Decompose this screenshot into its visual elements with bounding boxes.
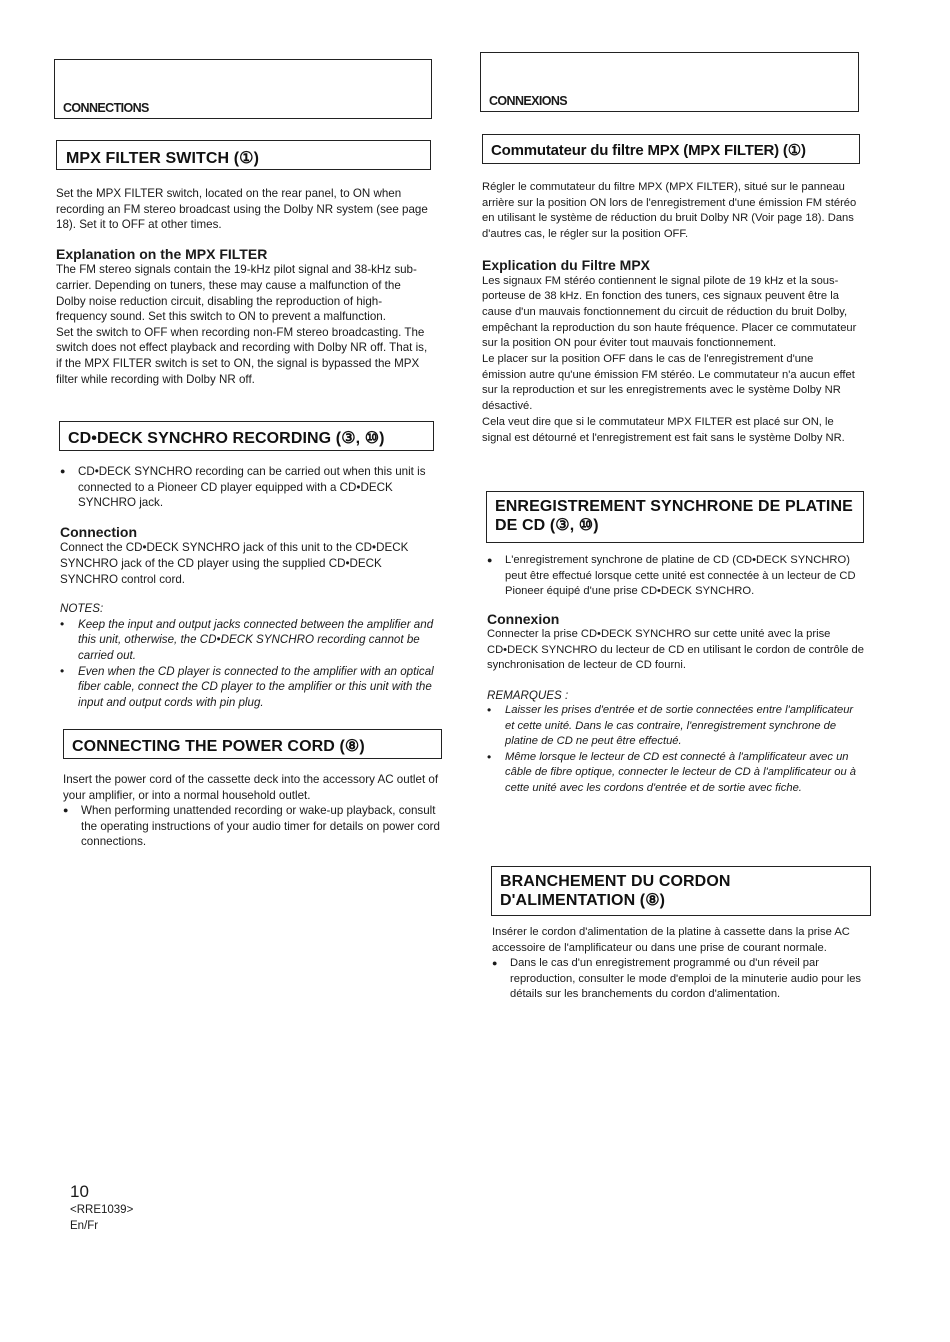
right-connection-subhead: Connexion [487, 610, 560, 627]
left-mpx-subhead: Explanation on the MPX FILTER [56, 245, 268, 262]
right-synchro-title: ENREGISTREMENT SYNCHRONE DE PLATINE DE CD (③, ⑩) [495, 498, 853, 534]
right-power-title: BRANCHEMENT DU CORDON D'ALIMENTATION (⑧) [500, 873, 731, 909]
left-mpx-p2: Set the switch to OFF when recording non-FM stereo broadcasting. The switch does not effect playback and recording with Dolby NR off. That is, if the MPX FILTER switch is set to ON, the signal is bypassed the MPX filter while recording with Dolby NR off. [56, 325, 428, 386]
right-mpx-p2: Le placer sur la position OFF dans le cas de l'enregistrement d'une émission autre qu'une émission FM stéréo. Le commutateur n'a aucun effet sur la reproduction et sur les enregistrements avec le système Dolby NR désactivé. [482, 353, 855, 413]
left-notes-label: NOTES: [60, 602, 104, 616]
left-power-title-box [63, 729, 442, 759]
left-mpx-body [56, 186, 432, 387]
right-mpx-p3: Cela veut dire que si le commutateur MPX FILTER est placé sur ON, le signal est détourné et l'enregistrement est fait sans le système Dolby NR. [482, 415, 845, 444]
left-note-item: • Keep the input and output jacks connected between the amplifier and this unit, otherwise, the CD•DECK SYNCHRO recording cannot be carried out. [60, 617, 436, 664]
left-mpx-intro: Set the MPX FILTER switch, located on the rear panel, to ON when recording an FM stereo broadcast using the Dolby NR system (see page 18). Set it to OFF at other times. [56, 187, 428, 232]
left-mpx-p1: The FM stereo signals contain the 19-kHz pilot signal and 38-kHz sub-carrier. Depending on tuners, these may cause a malfunction of the Dolby noise reduction circuit, disabling the reproduction of high-frequency sound. Set this switch to ON to prevent a malfunction. [56, 263, 417, 324]
page-footer [70, 1182, 133, 1234]
left-synchro-title: CD•DECK SYNCHRO RECORDING (③, ⑩) [68, 430, 385, 447]
left-power-body [63, 772, 441, 850]
left-synchro-body [60, 464, 436, 710]
right-note-item: • Même lorsque le lecteur de CD est connecté à l'amplificateur avec un câble de fibre optique, connecter le lecteur de CD à l'amplificateur ou à cette unité avec les cordons d'entrée et de sortie avec fiche. [487, 750, 864, 797]
left-synchro-title-box [59, 421, 434, 451]
right-mpx-subhead: Explication du Filtre MPX [482, 256, 651, 273]
right-power-body [492, 925, 870, 1003]
right-header-box [480, 52, 859, 112]
left-synchro-bullet: ● CD•DECK SYNCHRO recording can be carried out when this unit is connected to a Pioneer CD player equipped with a CD•DECK SYNCHRO jack. [60, 464, 436, 511]
right-connection-text: Connecter la prise CD•DECK SYNCHRO sur cette unité avec la prise CD•DECK SYNCHRO du lecteur de CD en utilisant le cordon de contrôle de synchronisation de lecteur de CD fourni. [487, 628, 865, 671]
right-mpx-body [482, 180, 860, 446]
right-note-item: • Laisser les prises d'entrée et de sortie connectées entre l'amplificateur et cette unité. Dans le cas contraire, l'enregistrement synchrone de platine de CD ne peut être effectué. [487, 703, 864, 750]
left-header-label: CONNECTIONS [63, 101, 149, 115]
page-number: 10 [70, 1182, 89, 1201]
right-power-title-box [491, 866, 871, 916]
right-power-intro: Insérer le cordon d'alimentation de la platine à cassette dans la prise AC accessoire de l'amplificateur ou dans une prise de courant normale. [492, 926, 850, 954]
left-mpx-title: MPX FILTER SWITCH (①) [66, 150, 260, 167]
left-header-box [54, 59, 432, 119]
right-header-label: CONNEXIONS [489, 94, 568, 108]
right-mpx-intro: Régler le commutateur du filtre MPX (MPX FILTER), situé sur le panneau arrière sur la position ON lors de l'enregistrement d'une émission FM stéréo en utilisant le système de réduction du bruit Dolby NR (Voir page 18). Dans d'autres cas, le régler sur la position OFF. [482, 181, 857, 241]
right-mpx-title-box [482, 134, 860, 164]
right-synchro-title-box [486, 491, 864, 543]
left-power-intro: Insert the power cord of the cassette deck into the accessory AC outlet of your amplifier, or into a normal household outlet. [63, 773, 439, 802]
right-power-bullet: ● Dans le cas d'un enregistrement programmé ou d'un réveil par reproduction, consulter le mode d'emploi de la minuterie audio pour les détails sur les branchements du cordon d'alimentation. [492, 956, 870, 1003]
left-connection-subhead: Connection [60, 523, 137, 540]
left-power-title: CONNECTING THE POWER CORD (⑧) [72, 738, 365, 755]
right-synchro-bullet: ● L'enregistrement synchrone de platine de CD (CD•DECK SYNCHRO) peut être effectué lorsque cette unité est connectée à un lecteur de CD Pioneer équipé d'une prise CD•DECK SYNCHRO. [487, 553, 864, 600]
right-mpx-title: Commutateur du filtre MPX (MPX FILTER) (①) [491, 142, 806, 159]
left-connection-text: Connect the CD•DECK SYNCHRO jack of this unit to the CD•DECK SYNCHRO jack of the CD player using the supplied CD•DECK SYNCHRO control cord. [60, 541, 409, 586]
left-power-bullet: ● When performing unattended recording or wake-up playback, consult the operating instructions of your audio timer for details on power cord connections. [63, 803, 441, 850]
right-synchro-body [487, 553, 864, 796]
right-mpx-p1: Les signaux FM stéréo contiennent le signal pilote de 19 kHz et la sous-porteuse de 38 kHz. En fonction des tuners, ces signaux peuvent être la cause d'un mauvais fonctionnement du circuit de réduction du bruit Dolby, empêchant la reproduction du son haute fréquence. Placer ce commutateur sur la position ON pour éviter tout mauvais fonctionnement. [482, 274, 857, 350]
left-note-item: • Even when the CD player is connected to the amplifier with an optical fiber cable, connect the CD player to the amplifier or this unit with the input and output cords with pin plug. [60, 664, 436, 711]
document-code: <RRE1039> [70, 1204, 134, 1216]
right-notes-label: REMARQUES : [487, 688, 569, 702]
language-code: En/Fr [70, 1220, 99, 1232]
left-mpx-title-box [56, 140, 431, 170]
